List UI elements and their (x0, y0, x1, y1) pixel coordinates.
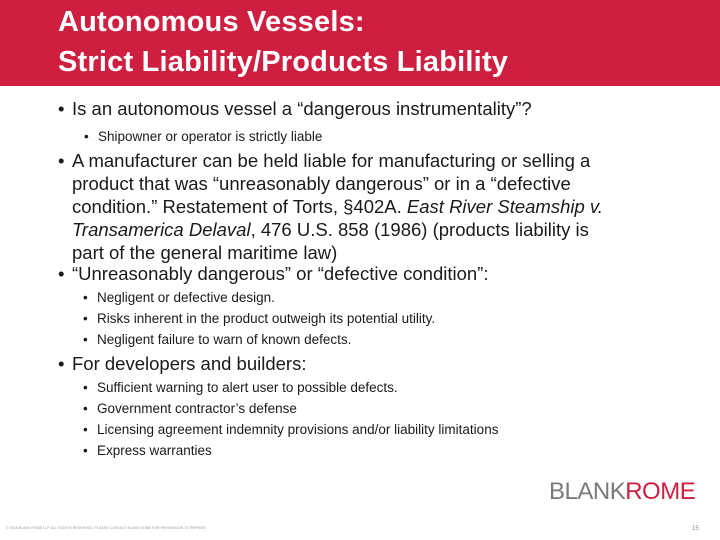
bullet-dot: • (83, 311, 88, 326)
bullet-text: Licensing agreement indemnity provisions and/or liability limitations (97, 422, 499, 437)
bullet-dot: • (84, 129, 89, 144)
blank-rome-logo (549, 478, 695, 506)
bullet-dot: • (83, 422, 88, 437)
bullet-dot: • (58, 98, 65, 119)
case-name-part-1: East River Steamship v. (406, 196, 603, 217)
bullet-text: Express warranties (97, 443, 212, 458)
bullet-text-line-4 (72, 218, 603, 241)
bullet-dot: • (58, 353, 65, 374)
bullet-text-line-2: product that was “unreasonably dangerous” or in a “defective (72, 173, 571, 194)
page-number: 15 (692, 526, 699, 532)
sub-bullet-warning (83, 378, 398, 398)
sub-bullet-licensing (83, 420, 498, 440)
bullet-dot: • (83, 290, 88, 305)
bullet-dot: • (58, 263, 65, 284)
case-name-part-2: Transamerica Delaval (72, 219, 251, 240)
bullet-text: “Unreasonably dangerous” or “defective condition”: (72, 263, 489, 284)
bullet-developers-builders (58, 352, 306, 375)
bullet-text: Negligent failure to warn of known defects. (97, 332, 352, 347)
restatement-text: condition.” Restatement of Torts, §402A. (72, 196, 407, 217)
bullet-manufacturer-liability (58, 149, 603, 264)
bullet-dot: • (83, 332, 88, 347)
bullet-text-line-3 (72, 195, 603, 218)
bullet-text: For developers and builders: (72, 353, 307, 374)
sub-bullet-design (83, 288, 275, 308)
bullet-text: Risks inherent in the product outweigh its potential utility. (97, 311, 436, 326)
bullet-unreasonably-dangerous (58, 262, 488, 285)
sub-bullet-warn (83, 330, 351, 350)
bullet-text: Government contractor’s defense (97, 401, 297, 416)
sub-bullet-contractor-defense (83, 399, 297, 419)
bullet-text-line-5: part of the general maritime law) (72, 242, 338, 263)
sub-bullet-strictly-liable (84, 127, 322, 147)
bullet-text: Sufficient warning to alert user to possible defects. (97, 380, 398, 395)
bullet-dot: • (58, 150, 65, 171)
bullet-dot: • (83, 380, 88, 395)
case-citation: , 476 U.S. 858 (1986) (products liability is (250, 219, 589, 240)
bullet-dangerous-instrumentality (58, 97, 532, 120)
logo-rome: ROME (625, 478, 696, 505)
bullet-text: Is an autonomous vessel a “dangerous instrumentality”? (72, 98, 532, 119)
copyright-footer: © 2018 BLANK ROME LLP. ALL RIGHTS RESERVED. PLEASE CONTACT BLANK ROME FOR PERMISSION TO REPRINT. (6, 526, 207, 530)
bullet-text-line-1: A manufacturer can be held liable for manufacturing or selling a (72, 150, 591, 171)
slide-title-line-2: Strict Liability/Products Liability (58, 46, 509, 78)
bullet-dot: • (83, 443, 88, 458)
bullet-text: Negligent or defective design. (97, 290, 275, 305)
sub-bullet-risks (83, 309, 435, 329)
bullet-dot: • (83, 401, 88, 416)
slide-title-line-1: Autonomous Vessels: (58, 6, 365, 38)
logo-blank: BLANK (549, 478, 626, 505)
sub-bullet-warranties (83, 441, 212, 461)
bullet-text: Shipowner or operator is strictly liable (98, 129, 323, 144)
